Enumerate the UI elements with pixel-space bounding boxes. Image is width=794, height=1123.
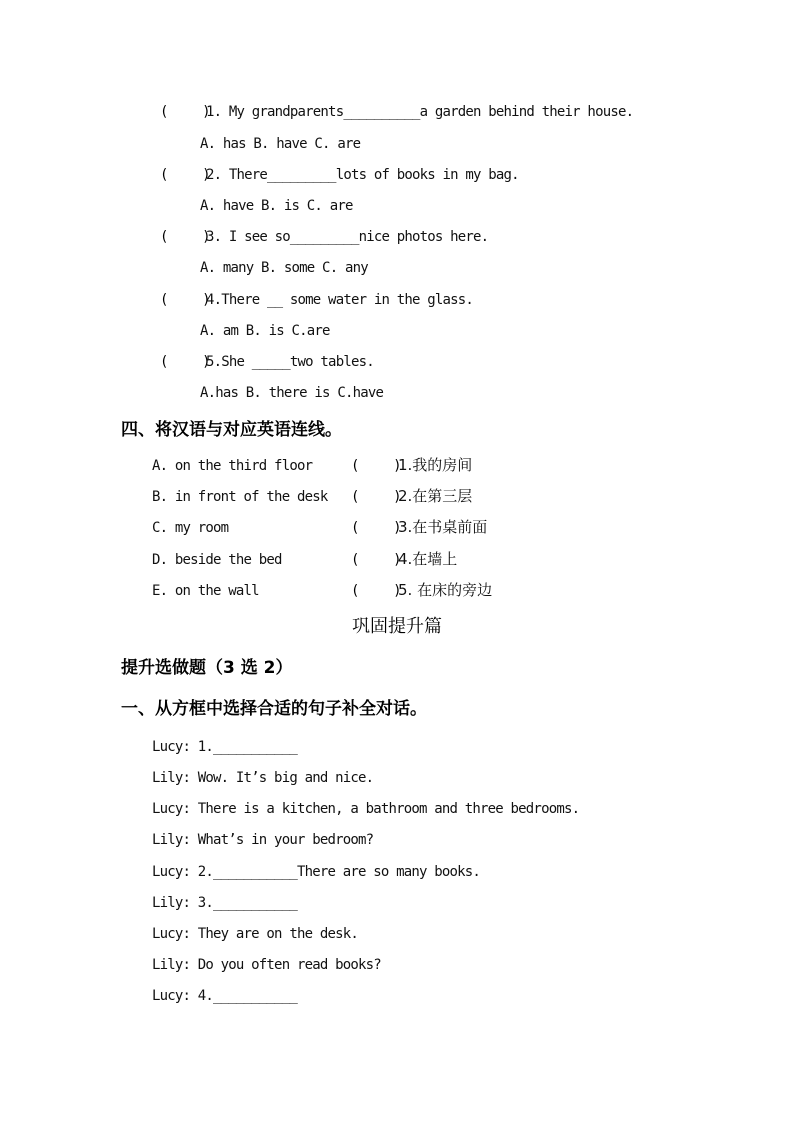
english-phrase: C. my room: [152, 520, 229, 536]
dialogue-line: Lucy: There is a kitchen, a bathroom and three bedrooms.: [152, 801, 580, 817]
dialogue-line: Lily: Do you often read books?: [152, 957, 381, 973]
question-stem: 3. I see so_________nice photos here.: [206, 229, 489, 245]
dialogue-line: Lucy: They are on the desk.: [152, 926, 358, 942]
answer-bracket[interactable]: ( ): [160, 354, 211, 370]
answer-bracket[interactable]: ( ): [160, 292, 211, 308]
question-stem: 1. My grandparents__________a garden behind their house.: [206, 104, 634, 120]
question-options: A. am B. is C.are: [200, 323, 330, 339]
question-options: A. many B. some C. any: [200, 260, 368, 276]
question-options: A.has B. there is C.have: [200, 385, 384, 401]
chinese-phrase: 1.我的房间: [398, 456, 473, 474]
answer-bracket[interactable]: ( ): [351, 520, 402, 536]
dialogue-line: Lucy: 1.___________: [152, 739, 297, 755]
answer-bracket[interactable]: ( ): [160, 104, 211, 120]
question-stem: 4.There __ some water in the glass.: [206, 292, 474, 308]
section-title: 巩固提升篇: [352, 616, 442, 637]
answer-bracket[interactable]: ( ): [351, 489, 402, 505]
answer-bracket[interactable]: ( ): [351, 552, 402, 568]
question-stem: 5.She _____two tables.: [206, 354, 374, 370]
chinese-phrase: 4.在墙上: [398, 550, 458, 568]
question-stem: 2. There_________lots of books in my bag.: [206, 167, 519, 183]
dialogue-line: Lily: What’s in your bedroom?: [152, 832, 374, 848]
question-options: A. has B. have C. are: [200, 136, 361, 152]
section4-heading: 四、将汉语与对应英语连线。: [121, 420, 342, 440]
dialogue-line: Lily: 3.___________: [152, 895, 297, 911]
optional-heading: 提升选做题（3 选 2）: [121, 658, 293, 678]
english-phrase: D. beside the bed: [152, 552, 282, 568]
chinese-phrase: 3.在书桌前面: [398, 518, 488, 536]
answer-bracket[interactable]: ( ): [160, 167, 211, 183]
dialogue-line: Lily: Wow. It’s big and nice.: [152, 770, 374, 786]
answer-bracket[interactable]: ( ): [351, 458, 402, 474]
english-phrase: E. on the wall: [152, 583, 259, 599]
chinese-phrase: 5. 在床的旁边: [398, 581, 493, 599]
part1-heading: 一、从方框中选择合适的句子补全对话。: [121, 699, 427, 719]
question-options: A. have B. is C. are: [200, 198, 353, 214]
dialogue-line: Lucy: 4.___________: [152, 988, 297, 1004]
english-phrase: B. in front of the desk: [152, 489, 328, 505]
answer-bracket[interactable]: ( ): [351, 583, 402, 599]
dialogue-line: Lucy: 2.___________There are so many books.: [152, 864, 481, 880]
answer-bracket[interactable]: ( ): [160, 229, 211, 245]
chinese-phrase: 2.在第三层: [398, 487, 473, 505]
english-phrase: A. on the third floor: [152, 458, 313, 474]
